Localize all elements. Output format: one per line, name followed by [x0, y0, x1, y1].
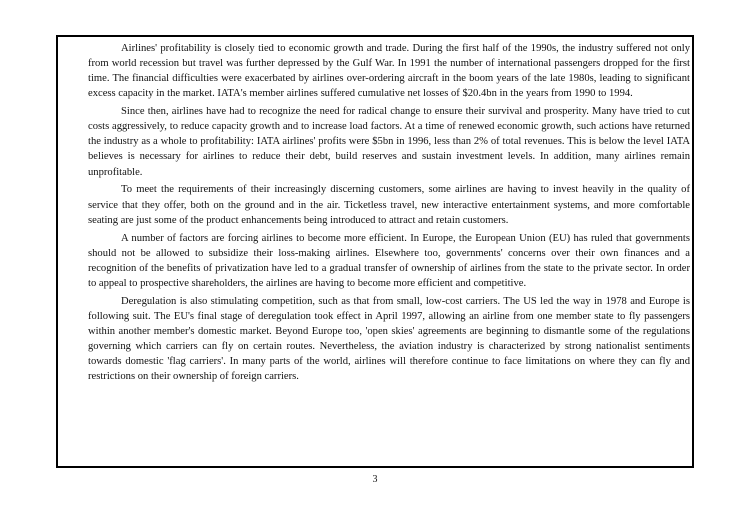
page-number: 3	[372, 474, 378, 485]
paragraph-efficiency-factors: A number of factors are forcing airlines to become more efficient. In Europe, the European Union (EU) has ruled that governments should not be allowed to subsidize their loss-making airlines. Elsewhere too, governments' concerns over their own finances and a recognition of the benefits of privatization have led to a gradual transfer of ownership of airlines from the state to the private sector. In order to appeal to prospective shareholders, the airlines are having to become more efficient and competitive.	[88, 232, 690, 289]
paragraph-deregulation: Deregulation is also stimulating competition, such as that from small, low-cost carriers. The US led the way in 1978 and Europe is following suit. The EU's final stage of deregulation took effect in April 1997, allowing an airline from one member state to fly passengers within another member's domestic market. Beyond Europe too, 'open skies' agreements are beginning to dismantle some of the regulations governing which carriers can fly on certain routes. Nevertheless, the aviation industry is characterized by strong nationalist sentiments towards domestic 'flag carriers'. In many parts of the world, airlines will therefore continue to face limitations on where they can fly and restrictions on their ownership of foreign carriers.	[88, 295, 690, 383]
body-text	[88, 41, 690, 384]
paragraph-customer-requirements: To meet the requirements of their increasingly discerning customers, some airlines are having to invest heavily in the quality of service that they offer, both on the ground and in the air. Ticketless travel, new interactive entertainment systems, and more comfortable seating are just some of the product enhancements being introduced to attract and retain customers.	[88, 184, 690, 226]
paragraph-radical-change: Since then, airlines have had to recognize the need for radical change to ensure their survival and prosperity. Many have tried to cut costs aggressively, to reduce capacity growth and to increase load factors. At a time of renewed economic growth, such actions have returned the industry as a whole to profitability: IATA airlines' profits were $5bn in 1996, less than 2% of total revenues. This is below the level IATA believes is necessary for airlines to reduce their debt, build reserves and sustain investment levels. In addition, many airlines remain unprofitable.	[88, 106, 690, 178]
paragraph-profitability: Airlines' profitability is closely tied to economic growth and trade. During the first half of the 1990s, the industry suffered not only from world recession but travel was further depressed by the Gulf War. In 1991 the number of international passengers dropped for the first time. The financial difficulties were exacerbated by airlines over-ordering aircraft in the boom years of the late 1980s, leading to significant excess capacity in the market. IATA's member airlines suffered cumulative net losses of $20.4bn in the years from 1990 to 1994.	[88, 43, 690, 100]
